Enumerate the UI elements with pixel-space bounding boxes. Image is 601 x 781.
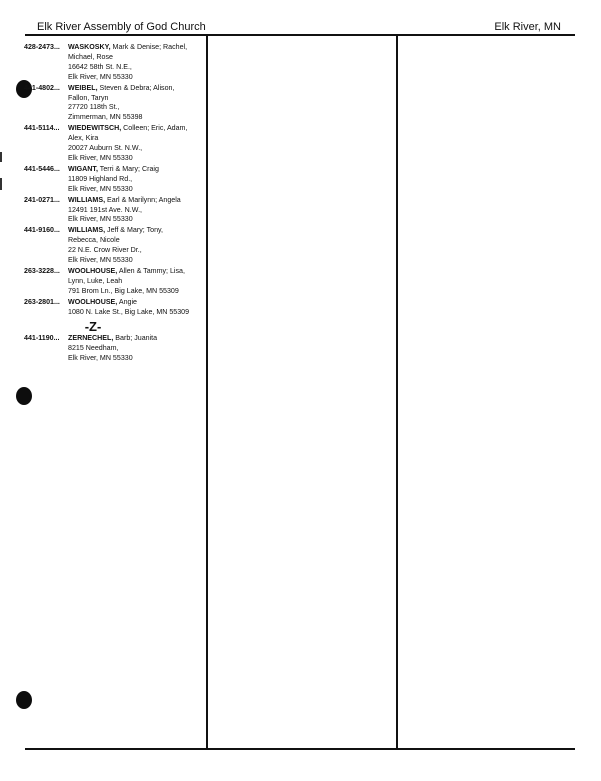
entry-name-line: [68, 43, 202, 53]
entry-line: 11809 Highland Rd.,: [68, 174, 133, 183]
entry-line: Rebecca, Nicole: [68, 236, 120, 245]
household-members: Mark & Denise; Rachel,: [110, 43, 188, 51]
entry-line: 16642 58th St. N.E.,: [68, 62, 132, 71]
surname: WEIBEL,: [68, 83, 98, 92]
entry-line: 791 Brom Ln., Big Lake, MN 55309: [68, 286, 179, 295]
household-members: Terri & Mary; Craig: [97, 164, 159, 173]
entry-details: [68, 226, 202, 266]
surname: WIEDEWITSCH,: [68, 124, 122, 133]
surname: ZERNECHEL,: [68, 334, 114, 343]
entry-line: 27720 118th St.,: [68, 103, 120, 112]
entry-line: Elk River, MN 55330: [68, 72, 133, 81]
phone-number: 263-2801...: [24, 297, 60, 306]
entry-line: 8215 Needham,: [68, 344, 119, 353]
phone-number: 441-1190...: [24, 334, 60, 343]
entry-details: [68, 84, 202, 124]
directory-column: [24, 43, 202, 365]
directory-entry: [24, 165, 202, 195]
phone-number: 241-0271...: [24, 195, 60, 204]
header-city: Elk River, MN: [494, 21, 561, 33]
phone-number: 428-2473...: [24, 43, 60, 51]
surname: WOOLHOUSE,: [68, 266, 118, 275]
phone-number: 441-4802...: [24, 83, 60, 92]
binder-hole: [16, 691, 32, 709]
entry-line: 12491 191st Ave. N.W.,: [68, 205, 143, 214]
phone-number: 441-9160...: [24, 226, 60, 235]
directory-entry: [24, 267, 202, 297]
household-members: Jeff & Mary; Tony,: [105, 226, 164, 235]
household-members: Allen & Tammy; Lisa,: [117, 266, 185, 275]
column-divider: [396, 35, 398, 748]
entry-details: [68, 334, 202, 364]
entry-line: Elk River, MN 55330: [68, 215, 133, 224]
edge-mark: [0, 178, 2, 190]
edge-mark: [0, 152, 2, 162]
surname: WILLIAMS,: [68, 195, 106, 204]
entry-line: Elk River, MN 55330: [68, 153, 133, 162]
directory-entry: [24, 124, 202, 164]
surname: WOOLHOUSE,: [68, 297, 118, 306]
household-members: Angie: [117, 297, 137, 306]
entry-details: [68, 124, 202, 164]
directory-entry: [24, 84, 202, 124]
top-rule: [25, 34, 575, 36]
entry-line: Fallon, Taryn: [68, 93, 109, 102]
directory-entry: [24, 298, 202, 318]
entry-line: 22 N.E. Crow River Dr.,: [68, 246, 142, 255]
entry-line: Alex, Kira: [68, 134, 99, 143]
surname: WILLIAMS,: [68, 226, 106, 235]
entry-line: 1080 N. Lake St., Big Lake, MN 55309: [68, 307, 190, 316]
entry-details: [68, 267, 202, 297]
entry-details: [68, 43, 202, 83]
directory-entry: [24, 43, 202, 83]
household-members: Steven & Debra; Alison,: [97, 83, 175, 92]
entry-name-line: [68, 124, 202, 134]
entry-name-line: [68, 298, 202, 308]
household-members: Earl & Marilynn; Angela: [105, 195, 181, 204]
entry-line: Michael, Rose: [68, 52, 113, 61]
directory-entry: [24, 226, 202, 266]
entry-details: [68, 196, 202, 226]
entry-details: [68, 165, 202, 195]
bottom-rule: [25, 748, 575, 750]
phone-number: 441-5446...: [24, 164, 60, 173]
entry-line: Lynn, Luke, Leah: [68, 276, 123, 285]
phone-number: 263-3228...: [24, 266, 60, 275]
phone-number: 441-5114...: [24, 124, 60, 133]
entry-line: Elk River, MN 55330: [68, 184, 133, 193]
surname: WASKOSKY,: [68, 43, 111, 51]
entry-line: 20027 Auburn St. N.W.,: [68, 144, 143, 153]
section-letter: -Z-: [84, 319, 102, 335]
surname: WIGANT,: [68, 164, 98, 173]
entry-name-line: [68, 334, 202, 344]
entry-line: Elk River, MN 55330: [68, 354, 133, 363]
church-title: Elk River Assembly of God Church: [37, 21, 206, 33]
household-members: Colleen; Eric, Adam,: [121, 124, 188, 133]
entry-line: Zimmerman, MN 55398: [68, 113, 143, 122]
directory-entry: [24, 196, 202, 226]
entry-name-line: [68, 84, 202, 94]
entry-name-line: [68, 196, 202, 206]
entry-line: Elk River, MN 55330: [68, 256, 133, 265]
entry-name-line: [68, 165, 202, 175]
household-members: Barb; Juanita: [113, 334, 158, 343]
binder-hole: [16, 387, 32, 405]
entry-details: [68, 298, 202, 318]
entry-name-line: [68, 226, 202, 236]
entry-name-line: [68, 267, 202, 277]
directory-entry: [24, 334, 202, 364]
column-divider: [206, 35, 208, 748]
